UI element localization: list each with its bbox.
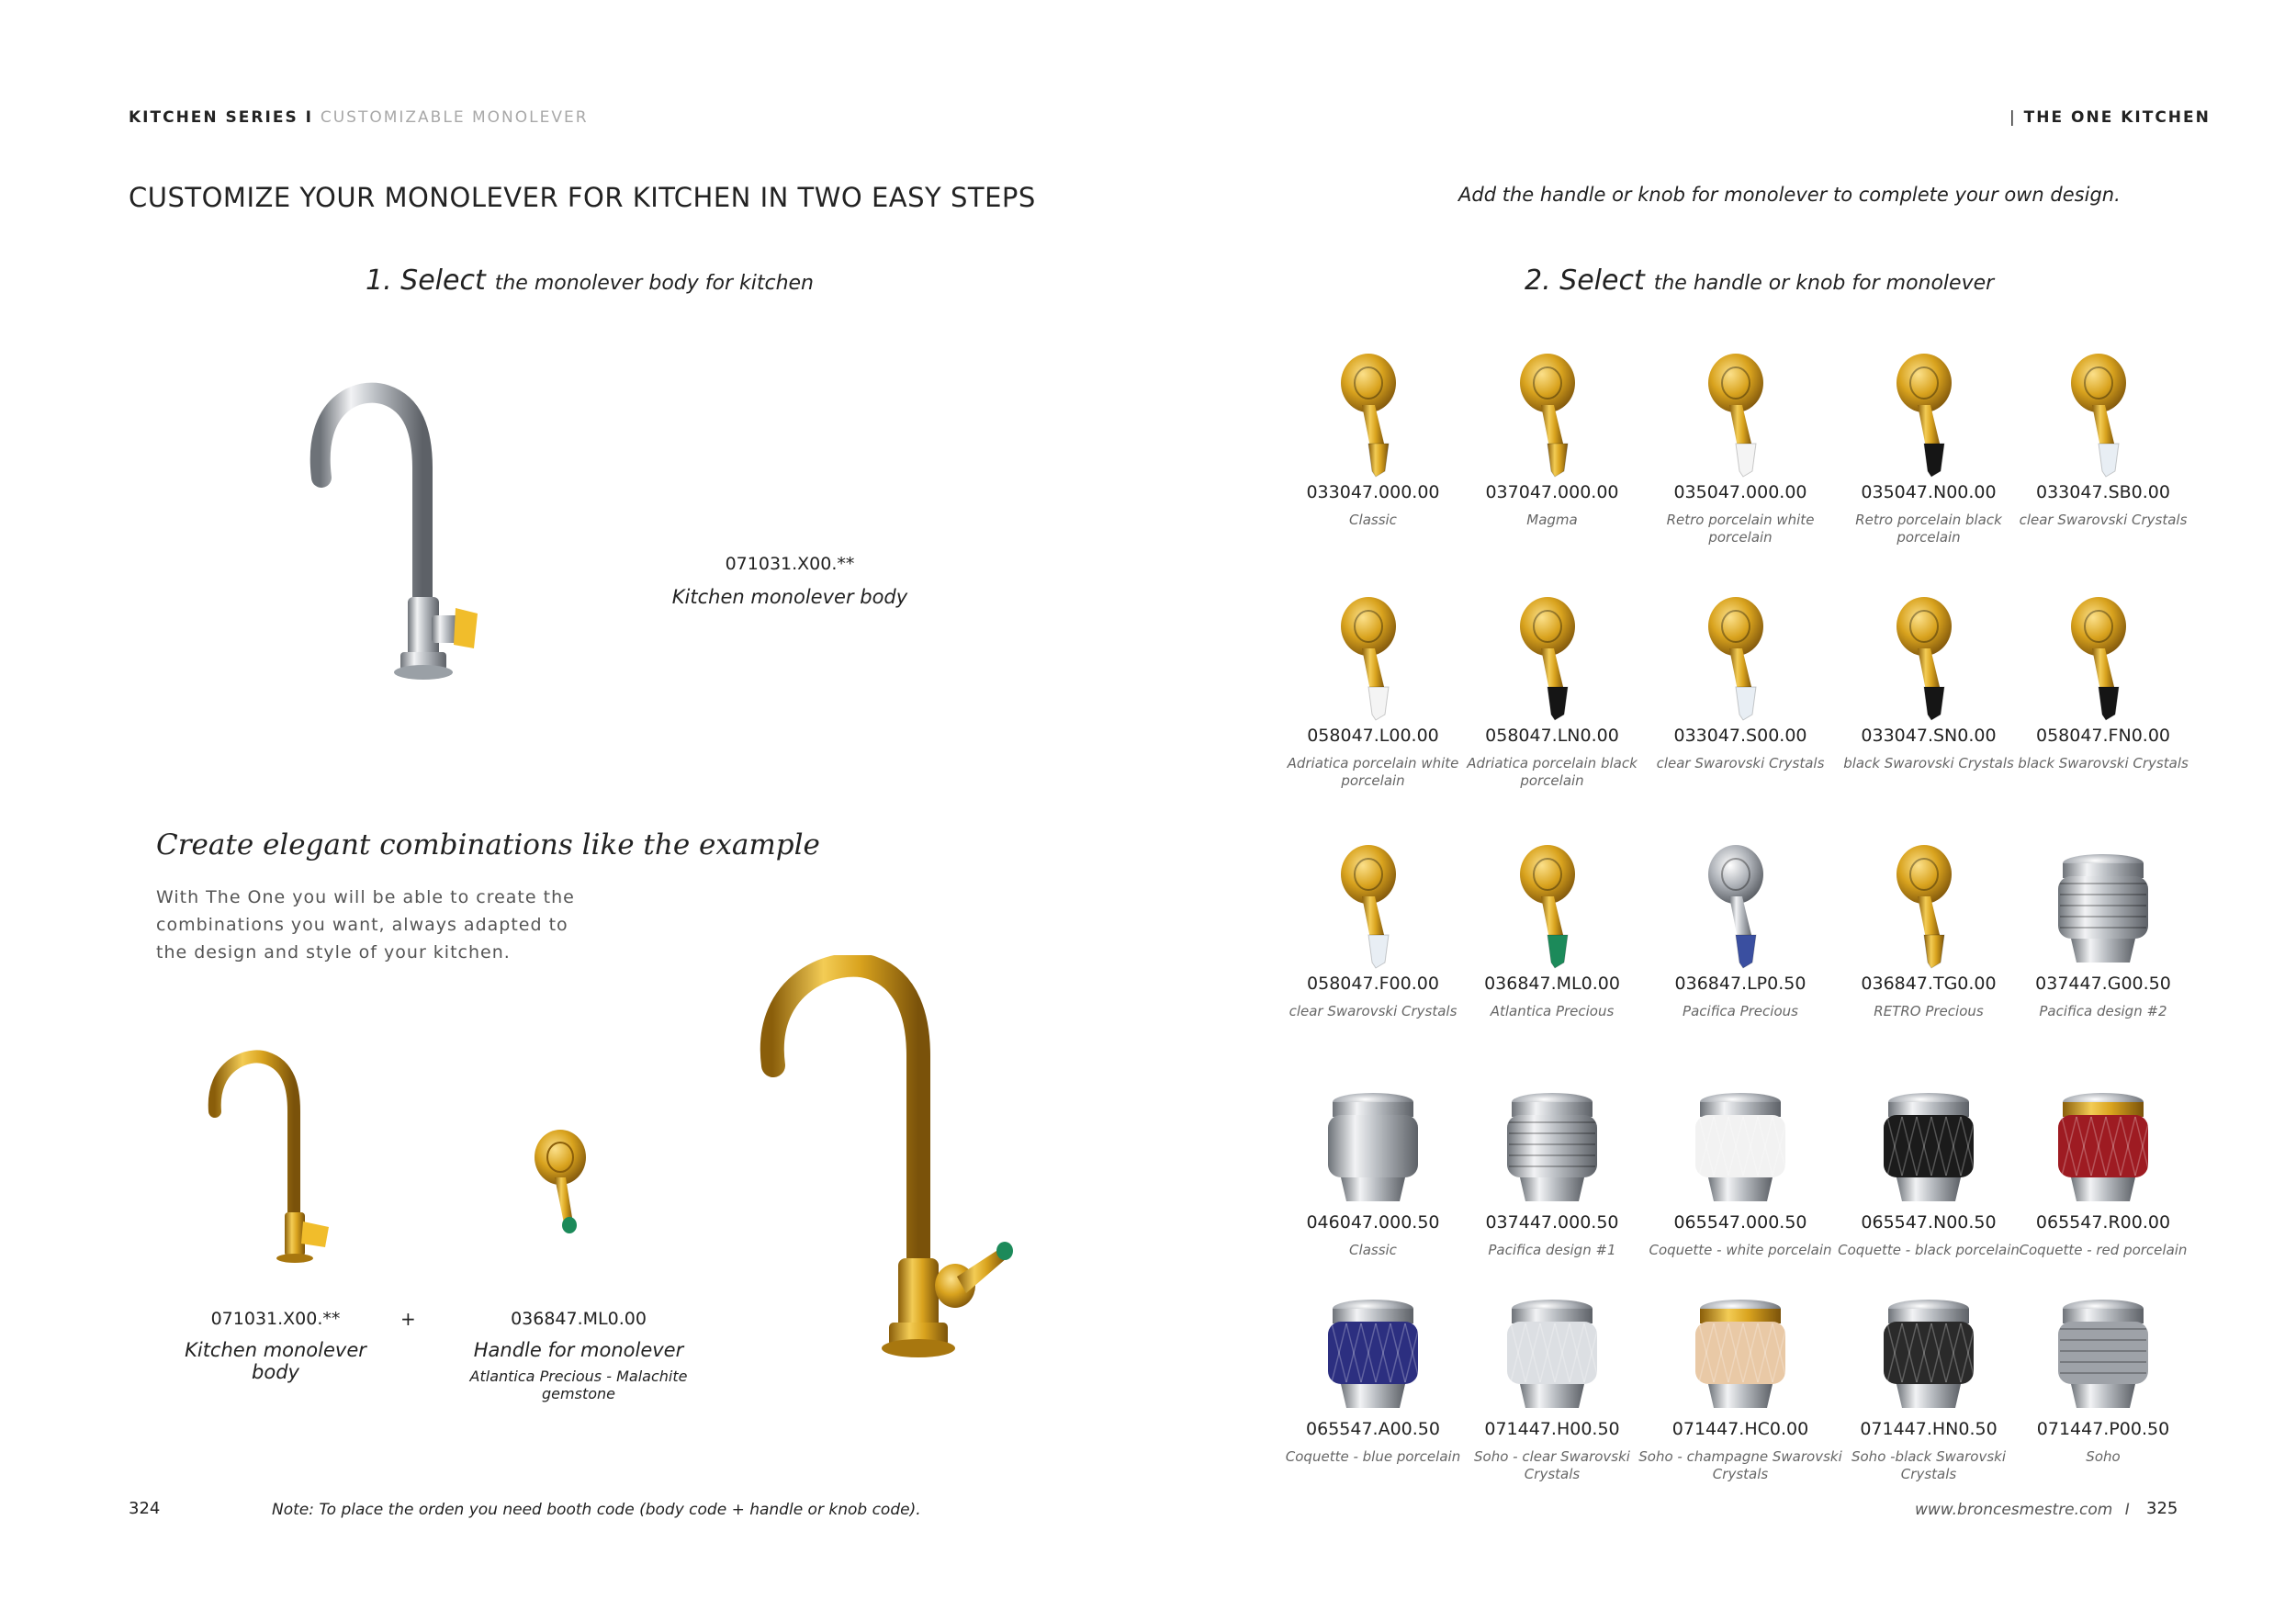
product-description: Retro porcelain black porcelain: [1855, 512, 2002, 546]
page-title: CUSTOMIZE YOUR MONOLEVER FOR KITCHEN IN TWO EASY STEPS: [129, 182, 1036, 213]
step-2-text: the handle or knob for monolever: [1653, 272, 1995, 295]
product-code: 071447.HC0.00: [1671, 1419, 1809, 1439]
product-description: black Swarovski Crystals: [2018, 755, 2189, 771]
website: [1915, 1501, 2130, 1519]
combination-text: With The One you will be able to create the combinations you want, always adapted to the design and style of your kitchen.: [156, 887, 575, 963]
knob-image: [1277, 1075, 1469, 1212]
product-description: Pacifica Precious: [1683, 1003, 1798, 1019]
knob-image: [1832, 1281, 2025, 1419]
product-code: 033047.S00.00: [1673, 726, 1807, 746]
product-code: 065547.N00.50: [1861, 1212, 1997, 1233]
product-description: clear Swarovski Crystals: [1656, 755, 1825, 771]
header-right-separator: |: [2009, 108, 2017, 127]
knob-image: [1277, 1281, 1469, 1419]
handle-image: [1456, 344, 1649, 482]
product-code: 065547.A00.50: [1306, 1419, 1440, 1439]
product-code: 071447.H00.50: [1484, 1419, 1620, 1439]
product-code: 035047.N00.00: [1861, 482, 1997, 502]
subseries-label: CUSTOMIZABLE MONOLEVER: [320, 108, 589, 127]
example-handle-image: [523, 1120, 606, 1240]
product-code: 035047.000.00: [1673, 482, 1807, 502]
kitchen-monolever-body-image: [294, 367, 496, 680]
product-code: 058047.F00.00: [1307, 974, 1439, 994]
tagline: Add the handle or knob for monolever to complete your own design.: [1458, 184, 2121, 206]
website-url[interactable]: www.broncesmestre.com: [1915, 1501, 2113, 1519]
website-separator: I: [2124, 1501, 2130, 1519]
step-2-heading: [1525, 265, 1994, 297]
product-description: Soho - clear Swarovski Crystals: [1474, 1448, 1630, 1482]
handle-image: [1644, 344, 1837, 482]
header-left: [129, 108, 589, 127]
product-code: 058047.L00.00: [1307, 726, 1439, 746]
product-code: 036847.TG0.00: [1861, 974, 1997, 994]
example-handle-subtitle: Atlantica Precious - Malachite gemstone: [469, 1368, 688, 1402]
example-body-code: 071031.X00.**: [210, 1309, 341, 1329]
page-number-left: 324: [129, 1499, 161, 1518]
product-code: 071447.HN0.50: [1860, 1419, 1998, 1439]
product-description: Classic: [1349, 512, 1397, 528]
example-handle-description: Handle for monolever: [473, 1339, 684, 1361]
header-right-title: THE ONE KITCHEN: [2023, 108, 2211, 127]
product-code: 071447.P00.50: [2036, 1419, 2170, 1439]
order-note: Note: To place the orden you need booth code (body code + handle or knob code).: [272, 1501, 921, 1519]
example-gold-body-image: [202, 1047, 349, 1267]
product-description: Soho - champagne Swarovski Crystals: [1638, 1448, 1842, 1482]
product-description: Adriatica porcelain black porcelain: [1467, 755, 1638, 789]
product-description: Adriatica porcelain white porcelain: [1287, 755, 1459, 789]
product-description: Coquette - blue porcelain: [1285, 1448, 1461, 1465]
example-body-description: Kitchen monolever body: [185, 1339, 366, 1383]
knob-image: [2007, 1075, 2200, 1212]
product-description: Pacifica design #2: [2039, 1003, 2167, 1019]
product-description: Magma: [1526, 512, 1578, 528]
handle-image: [1277, 344, 1469, 482]
page-number-right: 325: [2146, 1499, 2178, 1518]
handle-image: [1832, 344, 2025, 482]
knob-image: [2007, 1281, 2200, 1419]
knob-image: [1832, 1075, 2025, 1212]
step-1-text: the monolever body for kitchen: [494, 272, 814, 295]
handle-image: [1456, 588, 1649, 726]
product-description: Atlantica Precious: [1490, 1003, 1615, 1019]
plus-sign: +: [400, 1308, 416, 1330]
product-description: Soho: [2086, 1448, 2121, 1465]
product-description: clear Swarovski Crystals: [2019, 512, 2188, 528]
product-code: 036847.ML0.00: [1484, 974, 1620, 994]
handle-image: [1832, 588, 2025, 726]
example-combined-faucet-image: [753, 955, 1047, 1368]
knob-image: [1456, 1075, 1649, 1212]
handle-image: [1277, 836, 1469, 974]
knob-image: [2007, 836, 2200, 974]
step-1-label: 1. Select: [366, 265, 486, 297]
step-1-heading: [366, 265, 814, 297]
handle-image: [1644, 588, 1837, 726]
product-code: 033047.000.00: [1306, 482, 1440, 502]
product-code: 037447.000.50: [1485, 1212, 1619, 1233]
handle-image: [1644, 836, 1837, 974]
product-code: 046047.000.50: [1306, 1212, 1440, 1233]
product-code: 033047.SB0.00: [2036, 482, 2170, 502]
example-handle-code: 036847.ML0.00: [511, 1309, 647, 1329]
product-code: 033047.SN0.00: [1861, 726, 1997, 746]
product-description: Retro porcelain white porcelain: [1666, 512, 1815, 546]
product-description: RETRO Precious: [1874, 1003, 1984, 1019]
product-code: 058047.FN0.00: [2035, 726, 2171, 746]
product-code: 036847.LP0.50: [1674, 974, 1806, 994]
body-code: 071031.X00.**: [725, 554, 855, 574]
product-description: Coquette - red porcelain: [2019, 1242, 2188, 1258]
step-2-label: 2. Select: [1525, 265, 1645, 297]
handle-image: [1832, 836, 2025, 974]
product-description: Coquette - white porcelain: [1649, 1242, 1832, 1258]
header-separator: I: [305, 108, 313, 127]
product-description: black Swarovski Crystals: [1843, 755, 2014, 771]
handle-image: [2007, 344, 2200, 482]
knob-image: [1456, 1281, 1649, 1419]
product-code: 058047.LN0.00: [1485, 726, 1619, 746]
product-description: Pacifica design #1: [1488, 1242, 1616, 1258]
product-description: clear Swarovski Crystals: [1289, 1003, 1458, 1019]
knob-image: [1644, 1075, 1837, 1212]
body-description: Kitchen monolever body: [671, 586, 908, 608]
product-code: 065547.R00.00: [2035, 1212, 2171, 1233]
knob-image: [1644, 1281, 1837, 1419]
handle-image: [1456, 836, 1649, 974]
handle-image: [2007, 588, 2200, 726]
product-description: Soho -black Swarovski Crystals: [1851, 1448, 2007, 1482]
product-description: Coquette - black porcelain: [1838, 1242, 2020, 1258]
product-description: Classic: [1349, 1242, 1397, 1258]
header-right: [2009, 108, 2211, 127]
product-code: 065547.000.50: [1673, 1212, 1807, 1233]
product-code: 037447.G00.50: [2035, 974, 2171, 994]
series-label: KITCHEN SERIES: [129, 108, 298, 127]
combination-title: Create elegant combinations like the example: [156, 828, 820, 861]
product-code: 037047.000.00: [1485, 482, 1619, 502]
handle-image: [1277, 588, 1469, 726]
